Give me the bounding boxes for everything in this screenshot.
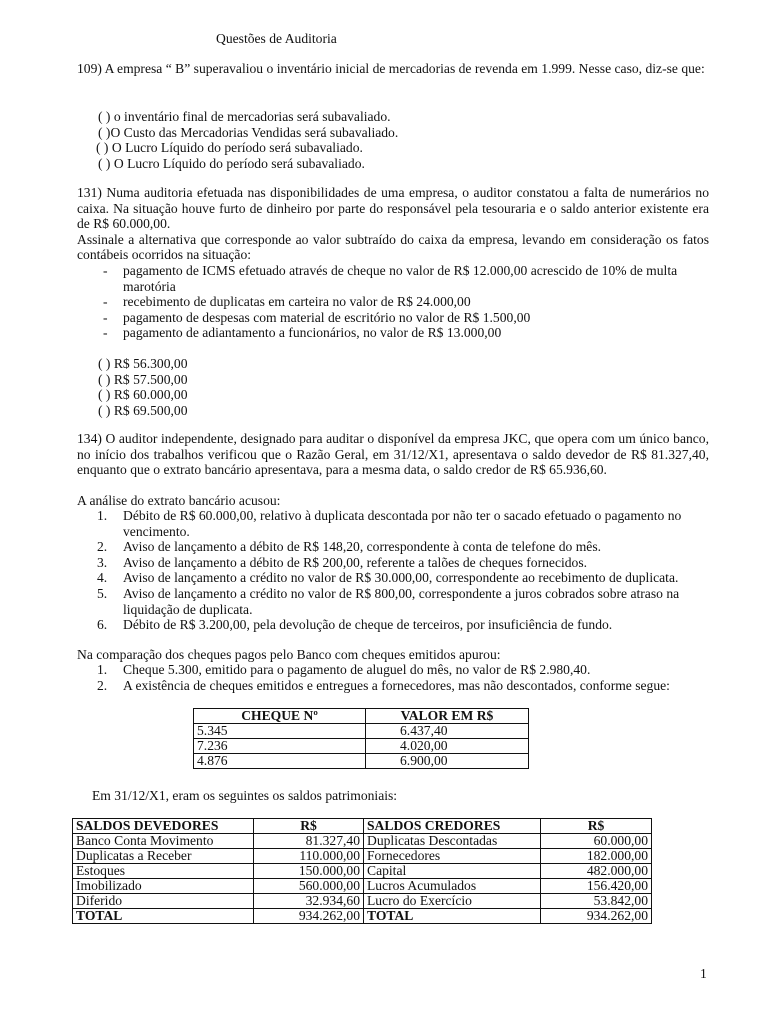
list-item: - recebimento de duplicatas em carteira no valor de R$ 24.000,00	[103, 294, 471, 310]
list-item: 2. Aviso de lançamento a débito de R$ 148,20, correspondente à conta de telefone do mês.	[97, 539, 602, 555]
column-header: SALDOS CREDORES	[364, 819, 541, 834]
question-131-paragraph-1: 131) Numa auditoria efetuada nas disponibilidades de uma empresa, o auditor constatou a falta de numerários no caixa. Na situação houve furto de dinheiro por parte do responsável pela tesouraria e o saldo anterior existente era de R$ 60.000,00.	[77, 185, 709, 232]
list-item: 1. Cheque 5.300, emitido para o pagamento de aluguel do mês, no valor de R$ 2.980,40.	[97, 662, 591, 677]
total-value: 934.262,00	[254, 909, 364, 924]
table-cell: 32.934,60	[254, 894, 364, 909]
table-row	[194, 754, 529, 769]
table-cell: 4.876	[194, 754, 366, 769]
option: ( ) R$ 57.500,00	[98, 371, 188, 387]
list-item: 3. Aviso de lançamento a débito de R$ 200,00, referente a talões de cheques fornecidos.	[97, 554, 588, 570]
table-header-row	[194, 709, 529, 724]
table-cell: 110.000,00	[254, 849, 364, 864]
cheques-table	[193, 708, 529, 769]
table-row	[73, 879, 652, 894]
table-cell: 182.000,00	[541, 849, 652, 864]
comparison-intro: Na comparação dos cheques pagos pelo Banco com cheques emitidos apurou:	[77, 647, 501, 662]
balances-intro: Em 31/12/X1, eram os seguintes os saldos patrimoniais:	[92, 788, 398, 803]
table-cell: Lucros Acumulados	[364, 879, 541, 894]
column-header: R$	[254, 819, 364, 834]
list-item: 6. Débito de R$ 3.200,00, pela devolução de cheque de terceiros, por insuficiência de fundo.	[97, 617, 613, 633]
table-cell: Banco Conta Movimento	[73, 834, 254, 849]
list-item: - pagamento de ICMS efetuado através de cheque no valor de R$ 12.000,00 acrescido de 10% de multa marotória	[103, 263, 678, 294]
table-header-row	[73, 819, 652, 834]
column-header: R$	[541, 819, 652, 834]
question-109-text: 109) A empresa “ B” superavaliou o inventário inicial de mercadorias de revenda em 1.999. Nesse caso, diz-se que:	[77, 61, 705, 76]
table-total-row	[73, 909, 652, 924]
table-cell: 156.420,00	[541, 879, 652, 894]
page-number: 1	[700, 966, 707, 981]
page-title: Questões de Auditoria	[216, 31, 337, 46]
question-131-paragraph-2: Assinale a alternativa que corresponde ao valor subtraído do caixa da empresa, levando em consideração os fatos contábeis ocorridos na situação:	[77, 231, 709, 263]
table-cell: 560.000,00	[254, 879, 364, 894]
table-cell: Fornecedores	[364, 849, 541, 864]
total-label: TOTAL	[73, 909, 254, 924]
option: ( ) R$ 69.500,00	[98, 402, 188, 418]
option: ( )O Custo das Mercadorias Vendidas será subavaliado.	[98, 124, 399, 140]
table-cell: Duplicatas Descontadas	[364, 834, 541, 849]
list-item: - pagamento de despesas com material de escritório no valor de R$ 1.500,00	[103, 309, 531, 325]
table-cell: 53.842,00	[541, 894, 652, 909]
table-cell: 6.437,40	[366, 724, 529, 739]
table-cell: Estoques	[73, 864, 254, 879]
table-cell: 6.900,00	[366, 754, 529, 769]
table-cell: Imobilizado	[73, 879, 254, 894]
option: ( ) R$ 56.300,00	[98, 356, 188, 371]
table-row	[73, 864, 652, 879]
table-cell: 482.000,00	[541, 864, 652, 879]
option: ( ) o inventário final de mercadorias será subavaliado.	[98, 109, 391, 124]
list-item: 4. Aviso de lançamento a crédito no valor de R$ 30.000,00, correspondente ao recebimento de duplicata.	[97, 570, 679, 586]
table-cell: 7.236	[194, 739, 366, 754]
table-cell: 150.000,00	[254, 864, 364, 879]
balances-table	[72, 818, 652, 924]
table-row	[73, 834, 652, 849]
column-header: SALDOS DEVEDORES	[73, 819, 254, 834]
analysis-intro: A análise do extrato bancário acusou:	[77, 493, 281, 508]
table-cell: Lucro do Exercício	[364, 894, 541, 909]
list-item: 1. Débito de R$ 60.000,00, relativo à duplicata descontada por não ter o sacado efetuado o pagamento no vencimento.	[97, 508, 682, 539]
column-header: VALOR EM R$	[366, 709, 529, 724]
question-109-options	[98, 109, 398, 171]
table-row	[73, 849, 652, 864]
list-item: - pagamento de adiantamento a funcionários, no valor de R$ 13.000,00	[103, 325, 502, 341]
column-header: CHEQUE Nº	[194, 709, 366, 724]
table-cell: 81.327,40	[254, 834, 364, 849]
table-cell: Capital	[364, 864, 541, 879]
table-cell: 60.000,00	[541, 834, 652, 849]
comparison-list	[77, 662, 709, 693]
table-cell: Diferido	[73, 894, 254, 909]
table-row	[194, 724, 529, 739]
total-label: TOTAL	[364, 909, 541, 924]
table-row	[194, 739, 529, 754]
question-131-facts	[77, 263, 709, 341]
table-cell: 5.345	[194, 724, 366, 739]
table-row	[73, 894, 652, 909]
option: ( ) O Lucro Líquido do período será subavaliado.	[98, 155, 365, 171]
question-131-text	[77, 185, 709, 263]
question-131-options	[98, 356, 188, 418]
total-value: 934.262,00	[541, 909, 652, 924]
table-cell: 4.020,00	[366, 739, 529, 754]
question-134-text: 134) O auditor independente, designado para auditar o disponível da empresa JKC, que opera com um único banco, no início dos trabalhos verificou que o Razão Geral, em 31/12/X1, apresentava o saldo devedor de R$ 81.327,40, enquanto que o extrato bancário apresentava, para a mesma data, o saldo credor de R$ 65.936,60.	[77, 431, 709, 478]
list-item: 2. A existência de cheques emitidos e entregues a fornecedores, mas não descontados, conforme segue:	[97, 677, 670, 693]
option: ( ) R$ 60.000,00	[98, 387, 188, 403]
list-item: 5. Aviso de lançamento a crédito no valor de R$ 800,00, correspondente a juros cobrados sobre atraso na liquidação de duplicata.	[97, 585, 680, 617]
analysis-list	[77, 508, 709, 633]
table-cell: Duplicatas a Receber	[73, 849, 254, 864]
option: ( ) O Lucro Líquido do período será subavaliado.	[96, 140, 363, 156]
